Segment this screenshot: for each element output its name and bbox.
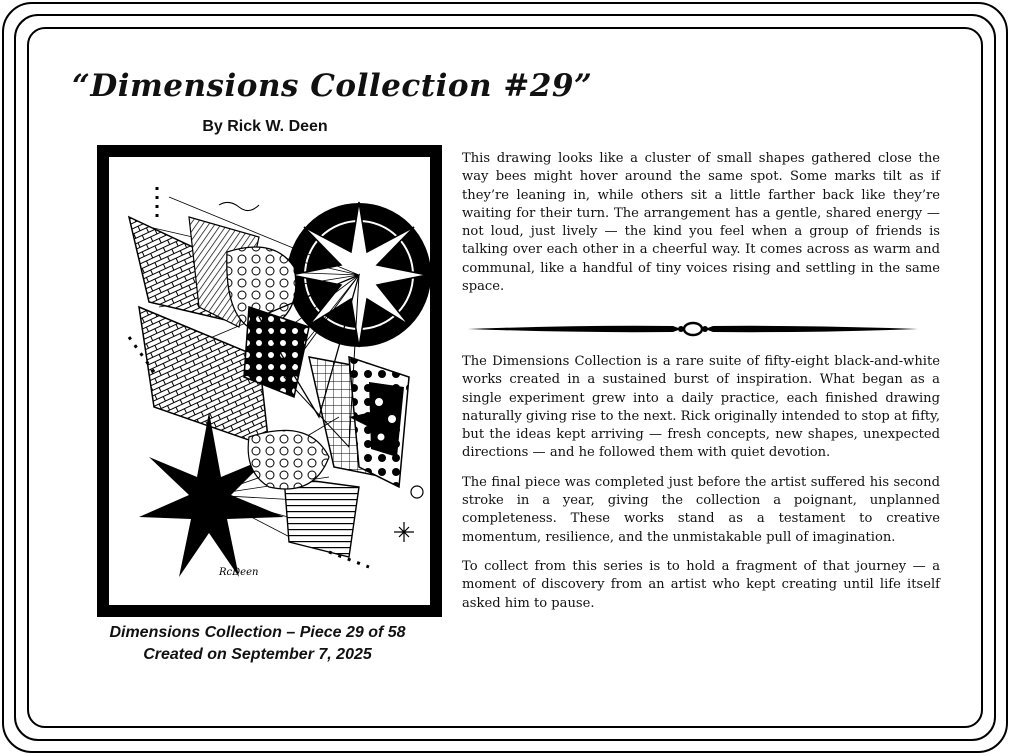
final-piece-paragraph: The final piece was completed just before the artist suffered his second stroke in a year, giving the collection a poignant, unplanned completeness. These works stand as a testament to creative momentum, resilience, and the unmistakable pull of imagination. [462, 474, 940, 545]
artwork-drawing [109, 157, 430, 605]
body-text-block [462, 353, 940, 624]
artwork-image [109, 157, 430, 605]
author-byline: By Rick W. Deen [202, 118, 328, 135]
ornamental-divider [468, 318, 918, 340]
caption-piece-number: Dimensions Collection – Piece 29 of 58 [109, 624, 406, 641]
intro-paragraph-block [462, 150, 940, 296]
collect-paragraph: To collect from this series is to hold a fragment of that journey — a moment of discovery from an artist who kept creating until life itself asked him to pause. [462, 558, 940, 611]
artwork-signature: RcDeen [219, 567, 259, 578]
collection-paragraph: The Dimensions Collection is a rare suite of fifty-eight black-and-white works created in a sustained burst of inspiration. What began as a single experiment grew into a daily practice, each finished drawing naturally giving rise to the next. Rick originally intended to stop at fifty, but the ideas kept arriving — fresh concepts, new shapes, unexpected directions — and he followed them with quiet devotion. [462, 354, 940, 461]
page-title: “Dimensions Collection #29” [72, 68, 593, 104]
intro-paragraph: This drawing looks like a cluster of small shapes gathered close the way bees might hover around the same spot. Some marks tilt as if they’re leaning in, while others sit a little farther back like they’re waiting for their turn. The arrangement has a gentle, shared energy — not loud, just lively — the kind you feel when a group of friends is talking over each other in a cheerful way. It comes across as warm and communal, like a handful of tiny voices rising and settling in the same space. [462, 151, 940, 295]
artwork-frame [97, 145, 442, 617]
artwork-caption [80, 622, 435, 666]
caption-created-date: Created on September 7, 2025 [143, 646, 372, 663]
